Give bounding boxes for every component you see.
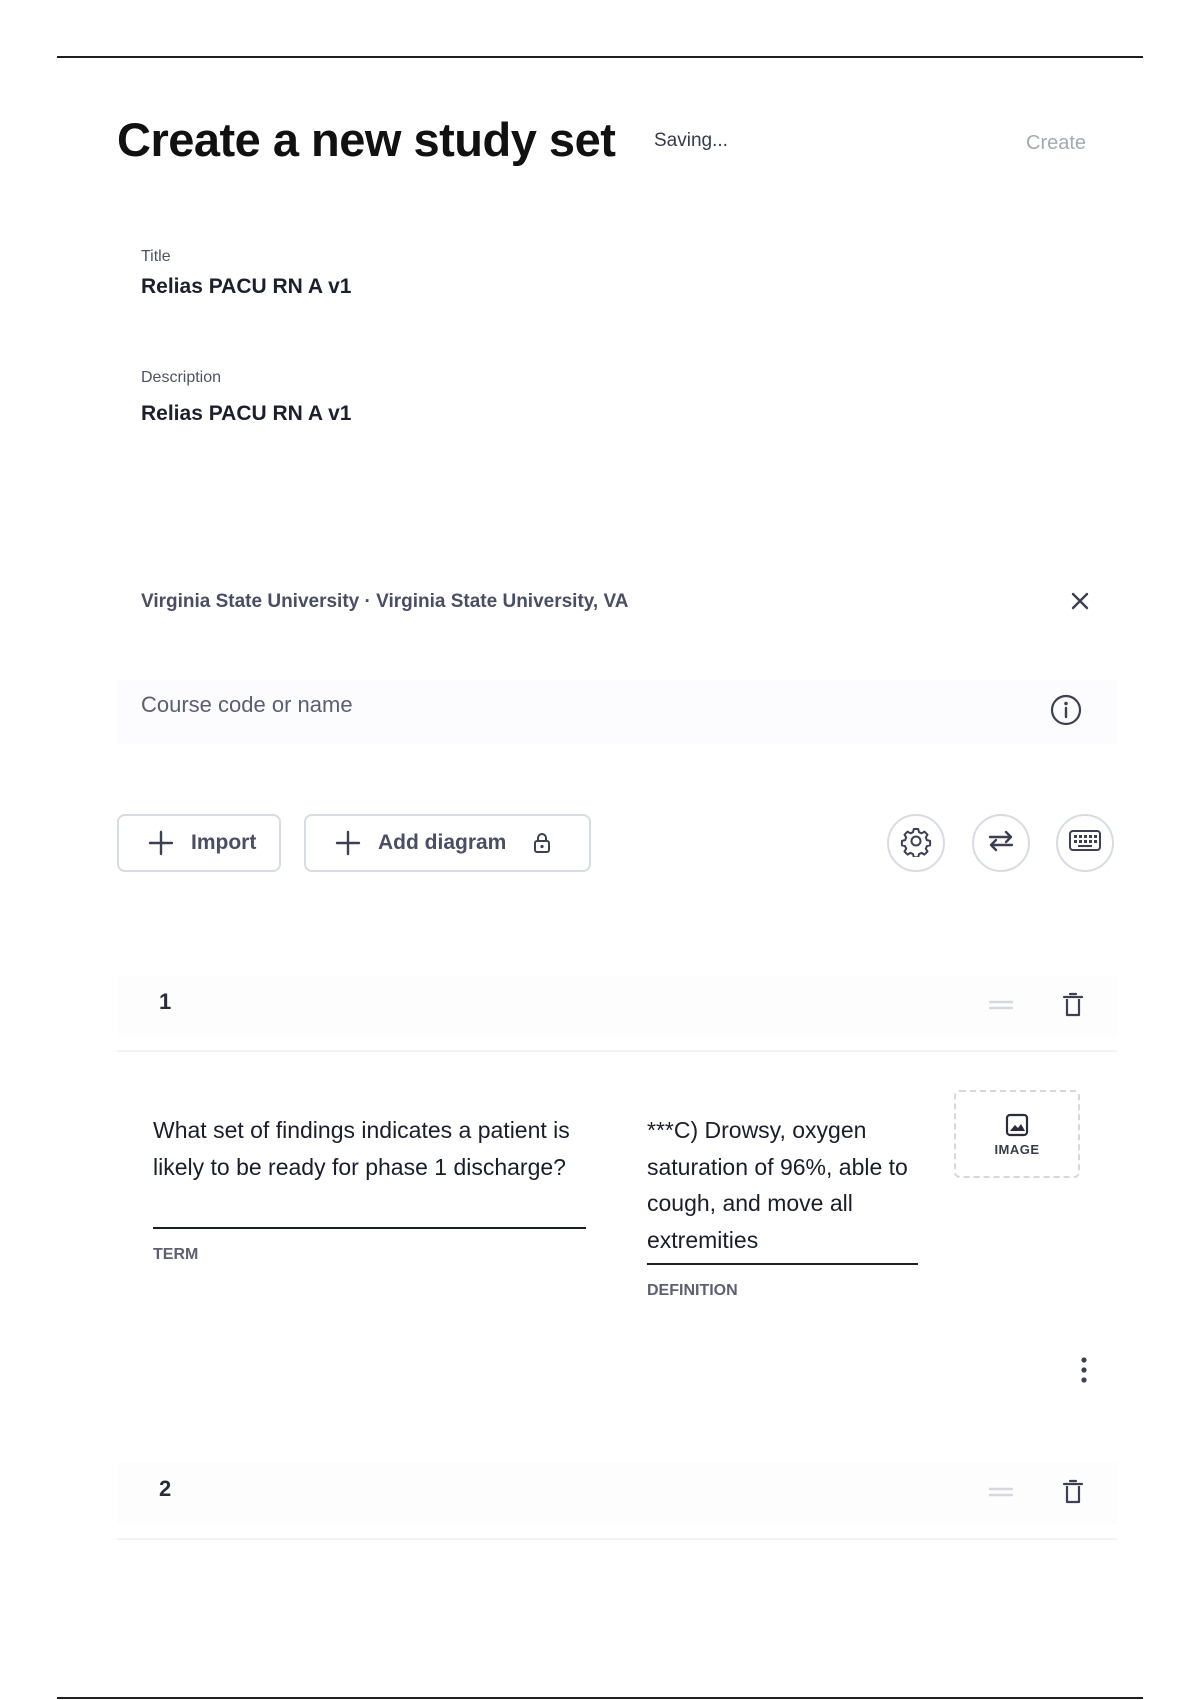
bottom-rule [57, 1697, 1143, 1699]
description-field-label: Description [141, 369, 222, 386]
lock-icon [530, 831, 554, 855]
more-vertical-icon[interactable] [1070, 1352, 1098, 1388]
card-number: 2 [159, 1476, 172, 1501]
card-divider [117, 1050, 1117, 1052]
add-diagram-button[interactable] [304, 814, 591, 872]
drag-handle-icon[interactable] [989, 995, 1013, 1015]
course-input[interactable] [141, 692, 1041, 718]
title-field-label: Title [141, 248, 171, 265]
info-icon[interactable] [1049, 693, 1083, 727]
top-rule [57, 56, 1143, 58]
image-icon [1004, 1112, 1030, 1138]
trash-icon[interactable] [1053, 1472, 1093, 1512]
school-name: Virginia State University · Virginia State University, VA [141, 591, 629, 612]
card-header [117, 1462, 1117, 1524]
trash-icon[interactable] [1053, 985, 1093, 1025]
term-label: TERM [153, 1246, 199, 1263]
definition-label: DEFINITION [647, 1282, 738, 1299]
card-header [117, 975, 1117, 1037]
description-field[interactable]: Relias PACU RN A v1 [141, 402, 352, 425]
create-button[interactable]: Create [1026, 132, 1087, 154]
course-field [117, 680, 1117, 744]
add-diagram-label: Add diagram [378, 831, 507, 854]
keyboard-button[interactable] [1056, 814, 1114, 872]
swap-button[interactable] [972, 814, 1030, 872]
image-label: IMAGE [994, 1141, 1040, 1157]
import-button[interactable] [117, 814, 281, 872]
settings-button[interactable] [887, 814, 945, 872]
plus-icon [147, 829, 175, 857]
keyboard-icon [1068, 828, 1102, 859]
import-label: Import [191, 831, 257, 854]
plus-icon [334, 829, 362, 857]
title-field[interactable]: Relias PACU RN A v1 [141, 275, 352, 298]
term-input[interactable]: What set of findings indicates a patient is likely to be ready for phase 1 discharge? [153, 1117, 570, 1180]
definition-input[interactable]: ***C) Drowsy, oxygen saturation of 96%, able to cough, and move all extremities [647, 1117, 908, 1253]
definition-underline [647, 1263, 918, 1265]
drag-handle-icon[interactable] [989, 1482, 1013, 1502]
card-divider [117, 1538, 1117, 1540]
term-underline [153, 1227, 586, 1229]
close-icon[interactable] [1066, 587, 1094, 615]
card-number: 1 [159, 989, 172, 1014]
swap-icon [985, 825, 1017, 862]
page-title: Create a new study set [117, 113, 616, 166]
add-image-button[interactable] [954, 1090, 1080, 1178]
gear-icon [900, 825, 932, 862]
saving-status: Saving... [654, 130, 728, 151]
